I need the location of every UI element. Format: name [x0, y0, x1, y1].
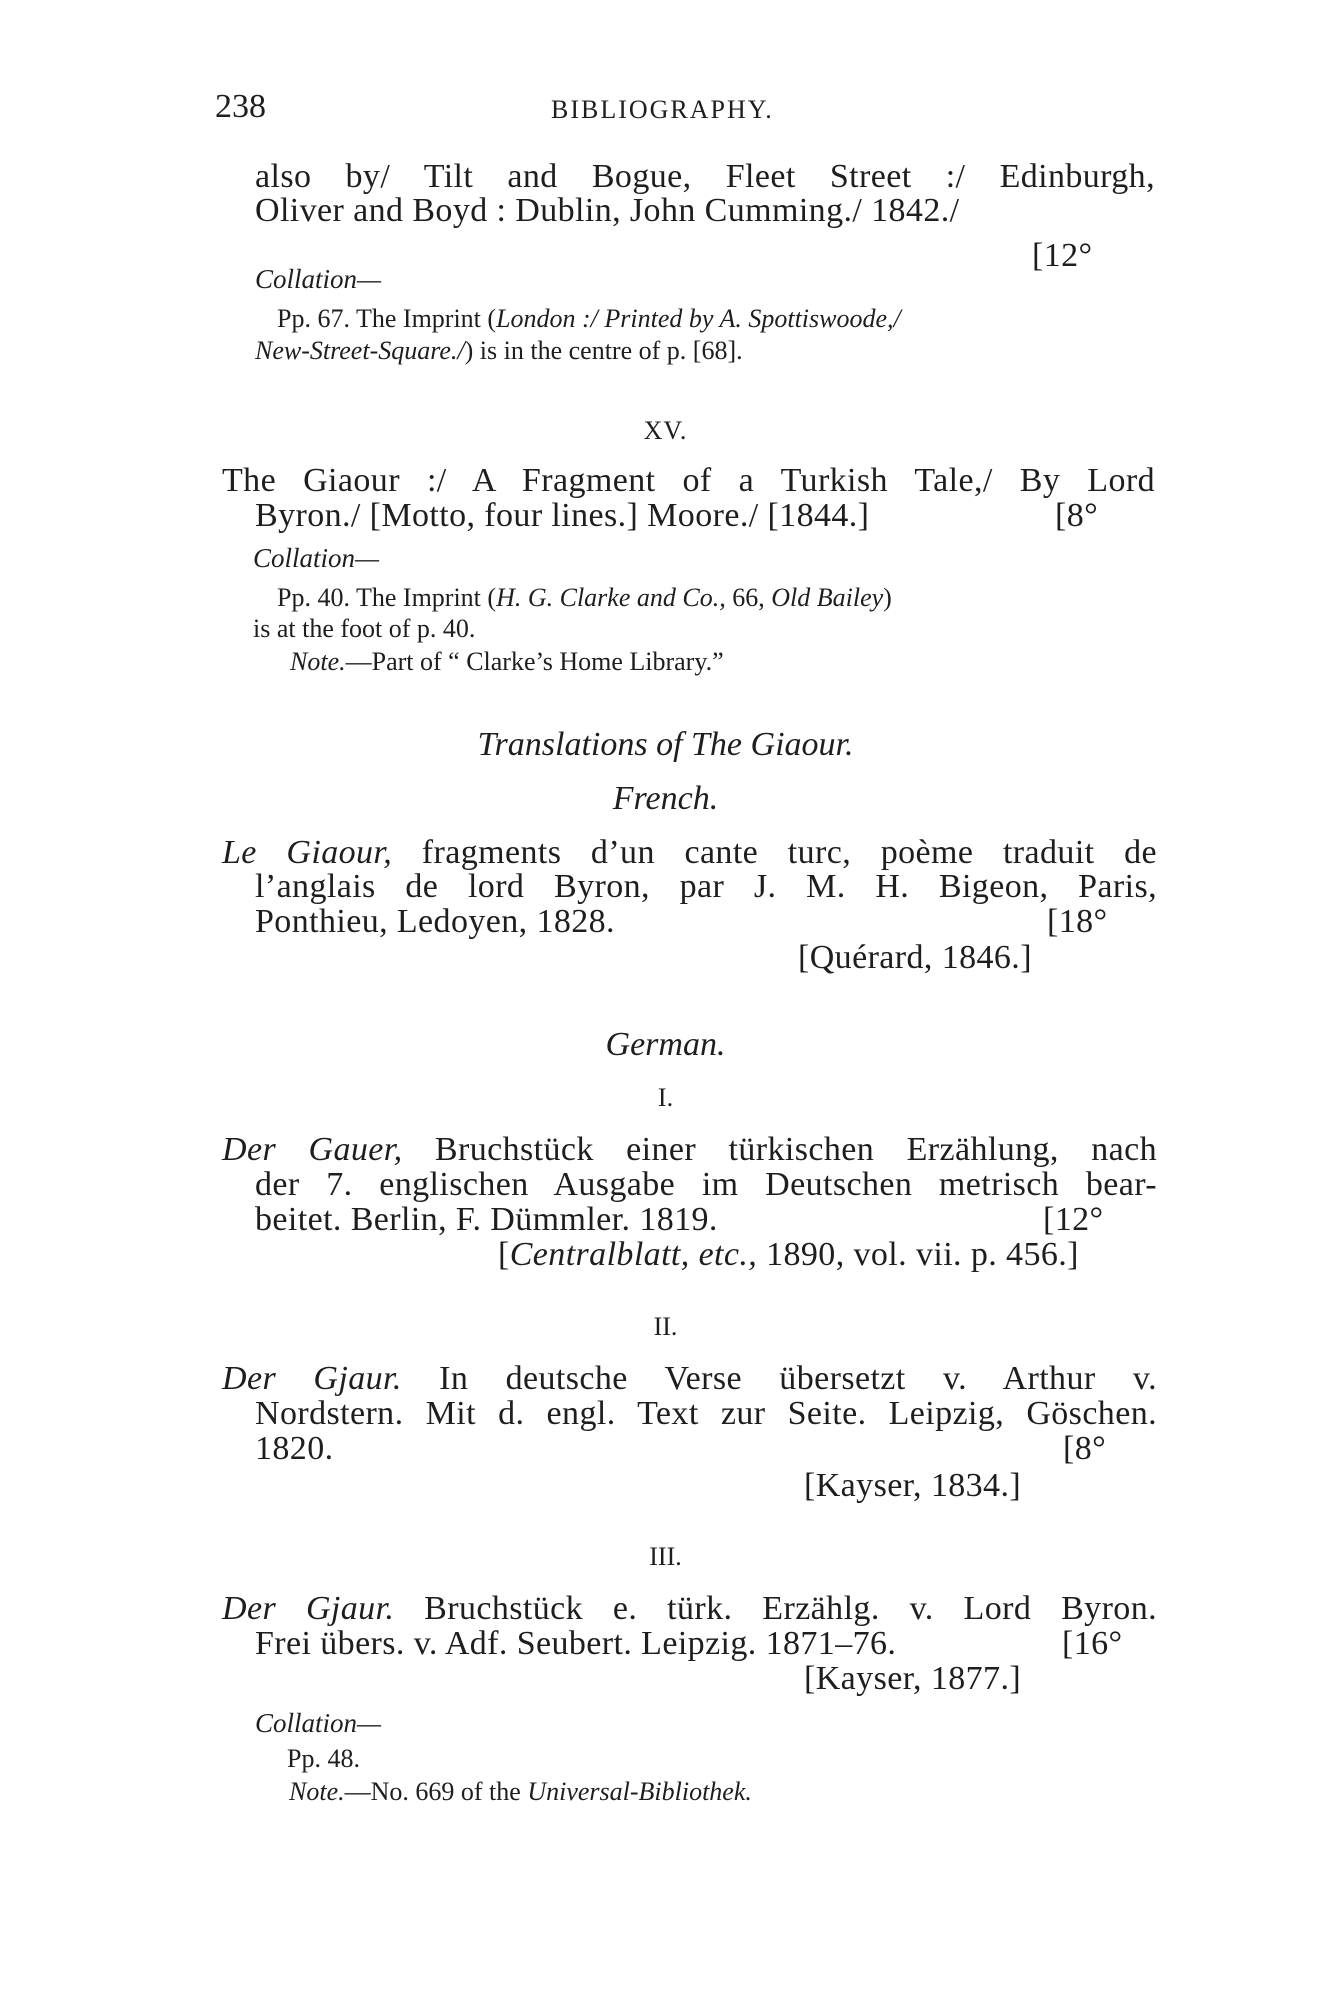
- collation-text: is at the foot of p. 40.: [253, 614, 476, 643]
- entry-line: Frei übers. v. Adf. Seubert. Leipzig. 1871–76.: [255, 1625, 897, 1662]
- running-title: BIBLIOGRAPHY.: [551, 95, 774, 124]
- note-text: Note.—Part of “ Clarke’s Home Library.”: [290, 647, 724, 676]
- note-text: Note.—No. 669 of the Universal-Bibliothek.: [289, 1777, 752, 1806]
- entry-line: Byron./ [Motto, four lines.] Moore./ [1844.]: [255, 497, 870, 534]
- subsection-heading: German.: [605, 1026, 726, 1063]
- entry-line: The Giaour :/ A Fragment of a Turkish Tale,/ By Lord: [222, 462, 1155, 499]
- collation-label: Collation—: [255, 1708, 382, 1738]
- entry-line: Nordstern. Mit d. engl. Text zur Seite. Leipzig, Göschen.: [255, 1395, 1157, 1432]
- format-mark: [8°: [1055, 497, 1099, 534]
- entry-line: l’anglais de lord Byron, par J. M. H. Bigeon, Paris,: [255, 868, 1157, 905]
- section-heading: Translations of The Giaour.: [477, 726, 854, 763]
- format-mark: [16°: [1062, 1625, 1123, 1662]
- entry-line: Oliver and Boyd : Dublin, John Cumming./ 1842./: [255, 192, 960, 229]
- entry-line: Der Gjaur. Bruchstück e. türk. Erzählg. v. Lord Byron.: [222, 1590, 1158, 1627]
- source-citation: [Kayser, 1834.]: [804, 1467, 1022, 1504]
- entry-numeral: XV.: [643, 416, 688, 445]
- collation-text: Pp. 40. The Imprint (H. G. Clarke and Co., 66, Old Bailey): [277, 583, 892, 612]
- format-mark: [12°: [1043, 1201, 1104, 1238]
- collation-text: Pp. 67. The Imprint (London :/ Printed by A. Spottiswoode,/: [277, 304, 901, 333]
- source-citation: [Centralblatt, etc., 1890, vol. vii. p. 456.]: [498, 1236, 1079, 1273]
- entry-line: also by/ Tilt and Bogue, Fleet Street :/ Edinburgh,: [255, 158, 1155, 195]
- collation-text: Pp. 48.: [287, 1744, 360, 1773]
- entry-line: beitet. Berlin, F. Dümmler. 1819.: [255, 1201, 718, 1238]
- page-number: 238: [215, 88, 266, 125]
- entry-numeral: I.: [657, 1083, 674, 1112]
- source-citation: [Quérard, 1846.]: [798, 939, 1032, 976]
- entry-line: 1820.: [255, 1430, 334, 1467]
- collation-text: New-Street-Square./) is in the centre of p. [68].: [255, 336, 743, 365]
- entry-line: Der Gjaur. In deutsche Verse übersetzt v. Arthur v.: [222, 1360, 1157, 1397]
- collation-label: Collation—: [255, 264, 382, 294]
- format-mark: [18°: [1047, 903, 1108, 940]
- entry-line: Le Giaour, fragments d’un cante turc, poème traduit de: [222, 834, 1158, 871]
- entry-numeral: II.: [653, 1312, 678, 1341]
- format-mark: [8°: [1063, 1430, 1107, 1467]
- entry-line: Ponthieu, Ledoyen, 1828.: [255, 903, 615, 940]
- collation-label: Collation—: [253, 543, 380, 573]
- entry-line: Der Gauer, Bruchstück einer türkischen Erzählung, nach: [222, 1131, 1157, 1168]
- entry-numeral: III.: [649, 1542, 682, 1571]
- subsection-heading: French.: [612, 780, 719, 817]
- source-citation: [Kayser, 1877.]: [804, 1660, 1022, 1697]
- entry-line: der 7. englischen Ausgabe im Deutschen metrisch bear-: [255, 1166, 1157, 1203]
- format-mark: [12°: [1032, 237, 1093, 274]
